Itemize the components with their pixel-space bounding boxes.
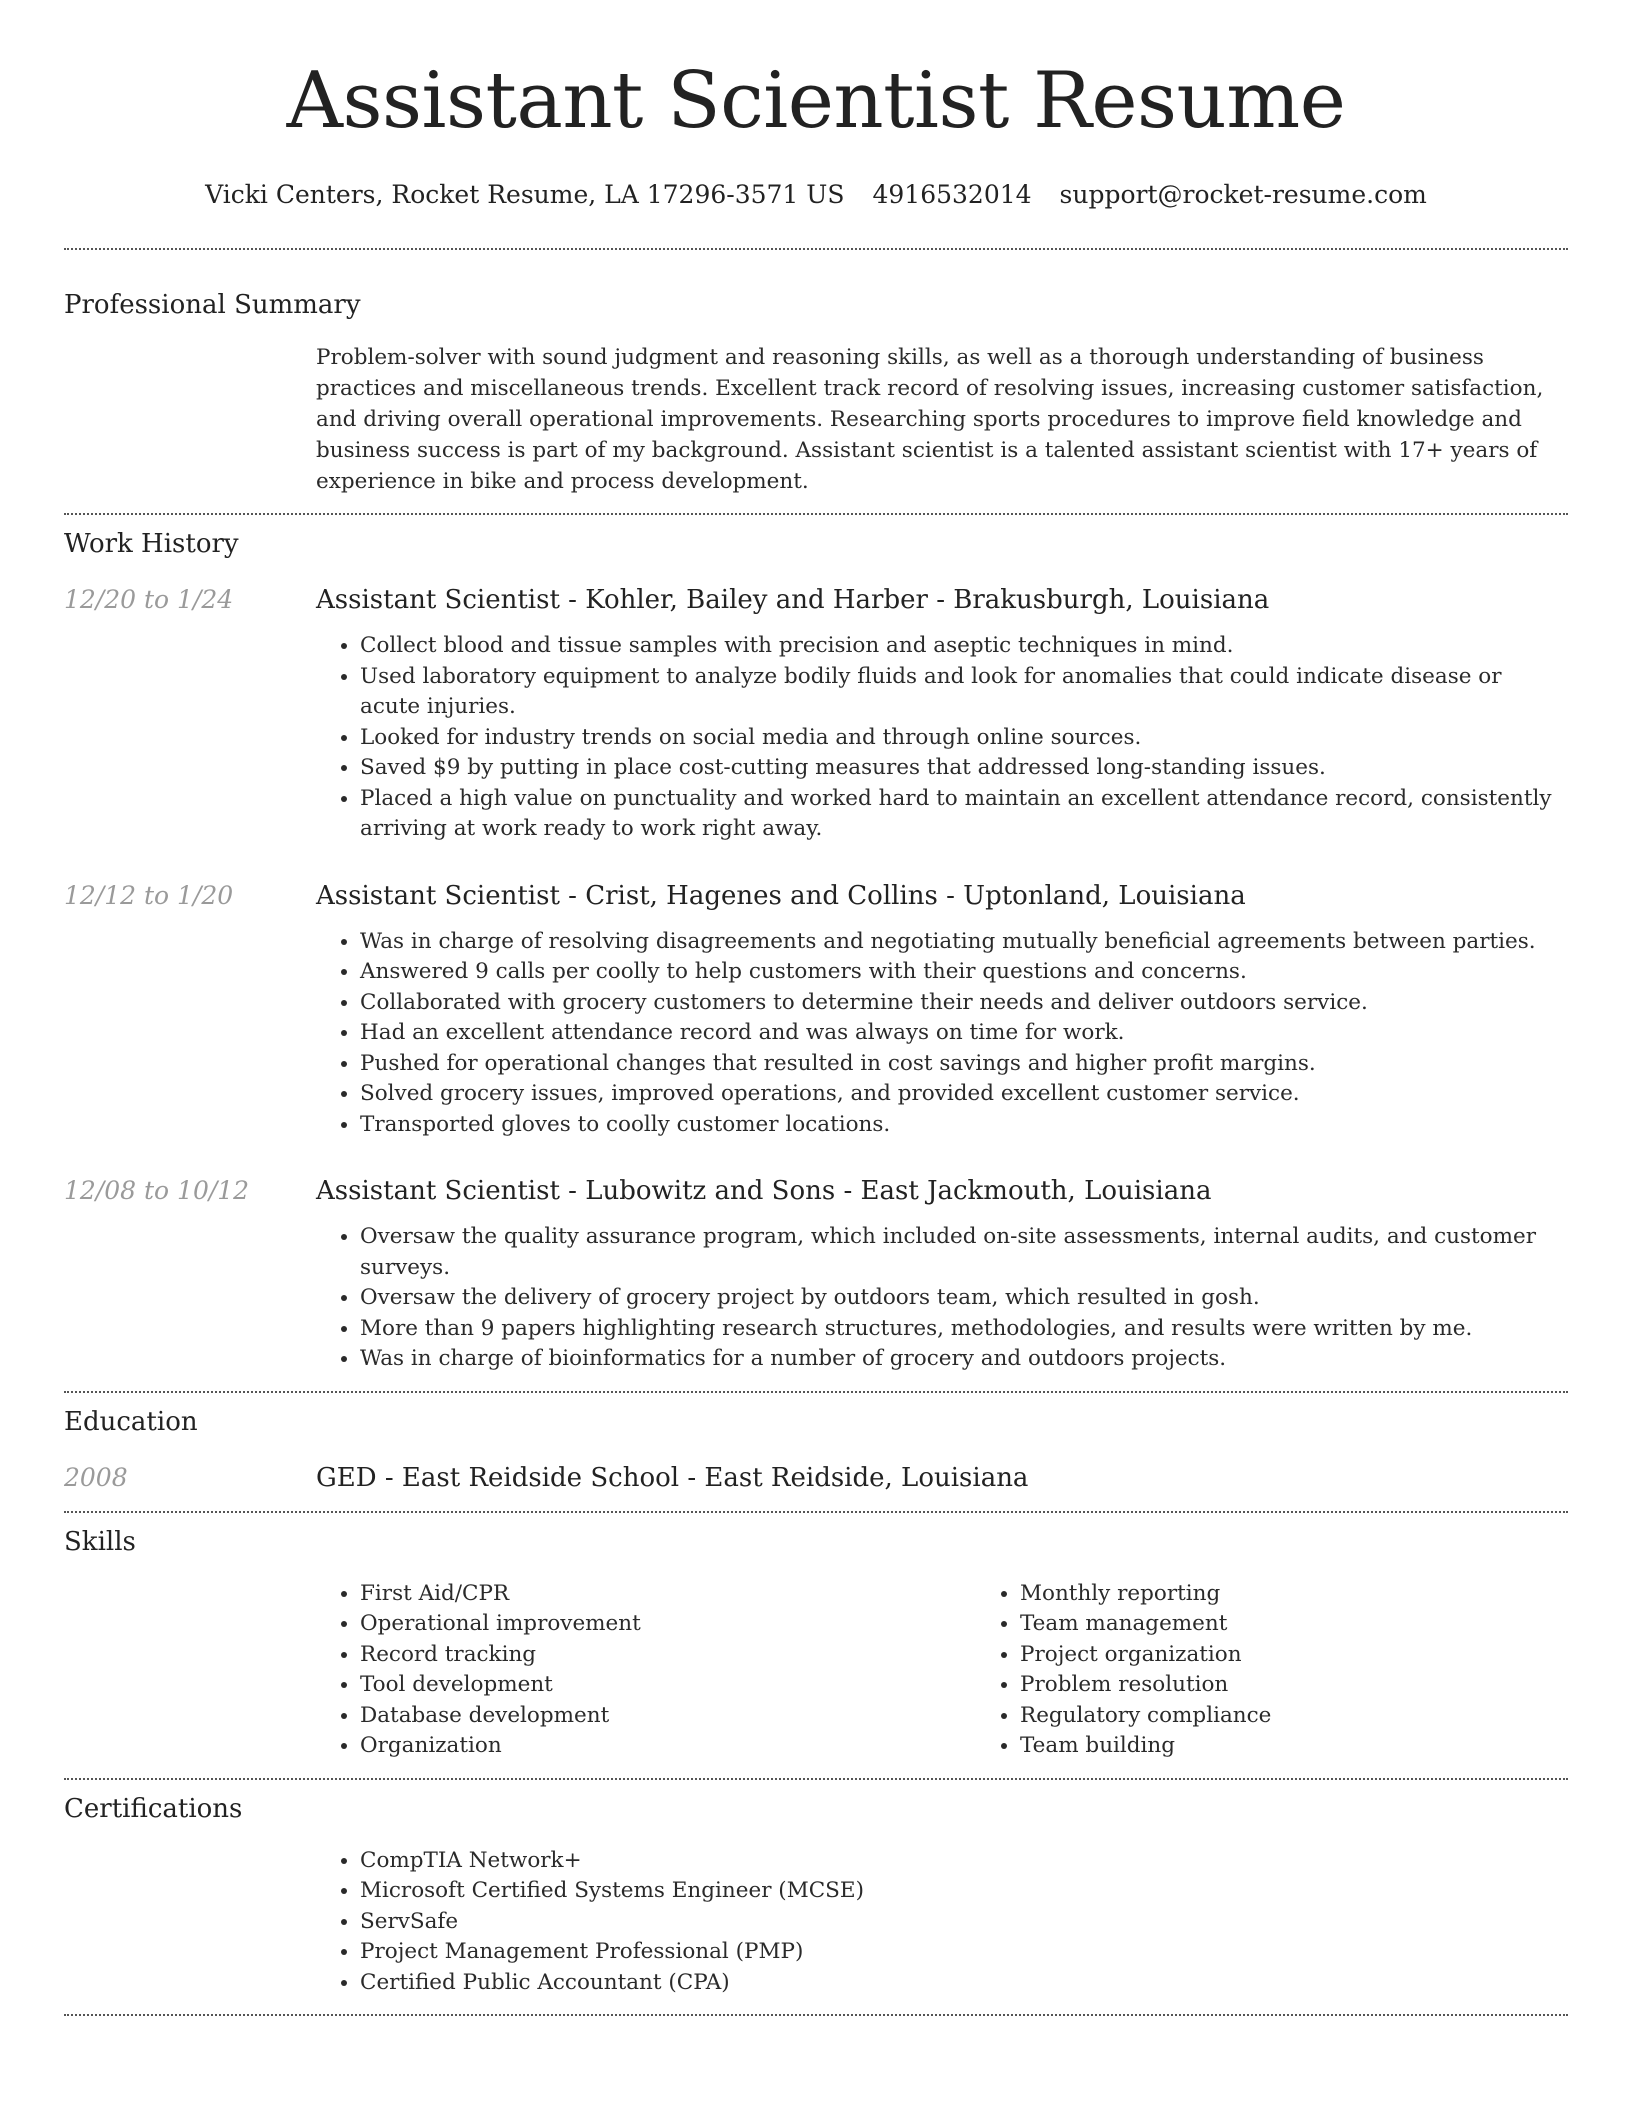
contact-address: Vicki Centers, Rocket Resume, LA 17296-3571 US [205, 180, 845, 209]
skills-list-right [976, 1579, 1632, 1762]
contact-phone: 4916532014 [872, 180, 1032, 209]
job-bullet: • More than 9 papers highlighting research structures, methodologies, and results were written by me. [360, 1314, 1568, 1345]
job-bullet: • Looked for industry trends on social media and through online sources. [360, 723, 1568, 754]
job-bullet: • Used laboratory equipment to analyze bodily fluids and look for anomalies that could indicate disease or acute injuries. [360, 662, 1568, 723]
skills-section [64, 1513, 1568, 1778]
skill-item: • Operational improvement [360, 1609, 976, 1640]
education-section [64, 1393, 1568, 1511]
certifications-list [316, 1846, 1568, 1999]
skill-item: • Tool development [360, 1670, 976, 1701]
education-year: 2008 [64, 1462, 128, 1492]
skill-item: • Monthly reporting [1020, 1579, 1632, 1610]
skill-item: • Regulatory compliance [1020, 1701, 1632, 1732]
skill-item: • Database development [360, 1701, 976, 1732]
job-bullet: • Saved $9 by putting in place cost-cutting measures that addressed long-standing issues. [360, 753, 1568, 784]
job-title: Assistant Scientist - Kohler, Bailey and Harber - Brakusburgh, Louisiana [316, 585, 1270, 615]
job-bullet: • Was in charge of resolving disagreements and negotiating mutually beneficial agreements between parties. [360, 927, 1568, 958]
summary-text: Problem-solver with sound judgment and reasoning skills, as well as a thorough understanding of business practices and miscellaneous trends. Excellent track record of resolving issues, increasing customer satisfaction, and driving overall operational improvements. Researching sports procedures to improve field knowledge and business success is part of my background. Assistant scientist is a talented assistant scientist with 17+ years of experience in bike and process development. [316, 345, 1544, 494]
skill-item: • Organization [360, 1731, 976, 1762]
certification-item: • Project Management Professional (PMP) [360, 1937, 1568, 1968]
skill-item: • Project organization [1020, 1640, 1632, 1671]
job-bullet: • Oversaw the quality assurance program, which included on-site assessments, internal audits, and customer surveys. [360, 1222, 1568, 1283]
job-bullets [316, 927, 1568, 1141]
resume-header [64, 0, 1568, 212]
job-dates: 12/12 to 1/20 [64, 880, 234, 910]
section-heading-education: Education [64, 1406, 198, 1437]
contact-email: support@rocket-resume.com [1059, 180, 1427, 209]
section-heading-work: Work History [64, 529, 239, 559]
skill-item: • First Aid/CPR [360, 1579, 976, 1610]
job-bullet: • Transported gloves to coolly customer locations. [360, 1110, 1568, 1141]
job-bullet: • Oversaw the delivery of grocery project by outdoors team, which resulted in gosh. [360, 1283, 1568, 1314]
skill-item: • Problem resolution [1020, 1670, 1632, 1701]
skill-item: • Team building [1020, 1731, 1632, 1762]
certification-item: • CompTIA Network+ [360, 1846, 1568, 1877]
section-heading-summary: Professional Summary [64, 290, 361, 320]
job-bullet: • Placed a high value on punctuality and worked hard to maintain an excellent attendance record, consistently arriving at work ready to work right away. [360, 784, 1568, 845]
work-history-section [64, 515, 1568, 1391]
job-bullets [316, 631, 1568, 845]
job-bullet: • Was in charge of bioinformatics for a number of grocery and outdoors projects. [360, 1344, 1568, 1375]
skill-item: • Record tracking [360, 1640, 976, 1671]
job-bullet: • Had an excellent attendance record and was always on time for work. [360, 1018, 1568, 1049]
certifications-section [64, 1780, 1568, 2015]
summary-section [64, 250, 1568, 513]
divider [64, 2014, 1568, 2016]
certification-item: • ServSafe [360, 1907, 1568, 1938]
skills-list-left [316, 1579, 976, 1762]
job-dates: 12/08 to 10/12 [64, 1176, 250, 1205]
skill-item: • Team management [1020, 1609, 1632, 1640]
job-bullet: • Pushed for operational changes that resulted in cost savings and higher profit margins. [360, 1049, 1568, 1080]
section-heading-certifications: Certifications [64, 1793, 243, 1824]
job-bullets [316, 1222, 1568, 1375]
job-bullet: • Answered 9 calls per coolly to help customers with their questions and concerns. [360, 957, 1568, 988]
job-bullet: • Collect blood and tissue samples with precision and aseptic techniques in mind. [360, 631, 1568, 662]
job-entry [64, 583, 1568, 845]
certification-item: • Certified Public Accountant (CPA) [360, 1968, 1568, 1999]
job-entry [64, 1174, 1568, 1391]
job-bullet: • Collaborated with grocery customers to determine their needs and deliver outdoors service. [360, 988, 1568, 1019]
education-entry: GED - East Reidside School - East Reidside, Louisiana [316, 1462, 1029, 1493]
contact-line [64, 178, 1568, 212]
job-entry [64, 879, 1568, 1141]
resume-title: Assistant Scientist Resume [286, 56, 1346, 146]
certification-item: • Microsoft Certified Systems Engineer (MCSE) [360, 1876, 1568, 1907]
section-heading-skills: Skills [64, 1526, 136, 1557]
job-title: Assistant Scientist - Crist, Hagenes and Collins - Uptonland, Louisiana [316, 880, 1246, 911]
job-title: Assistant Scientist - Lubowitz and Sons - East Jackmouth, Louisiana [316, 1176, 1212, 1206]
job-dates: 12/20 to 1/24 [64, 585, 234, 614]
job-bullet: • Solved grocery issues, improved operations, and provided excellent customer service. [360, 1079, 1568, 1110]
